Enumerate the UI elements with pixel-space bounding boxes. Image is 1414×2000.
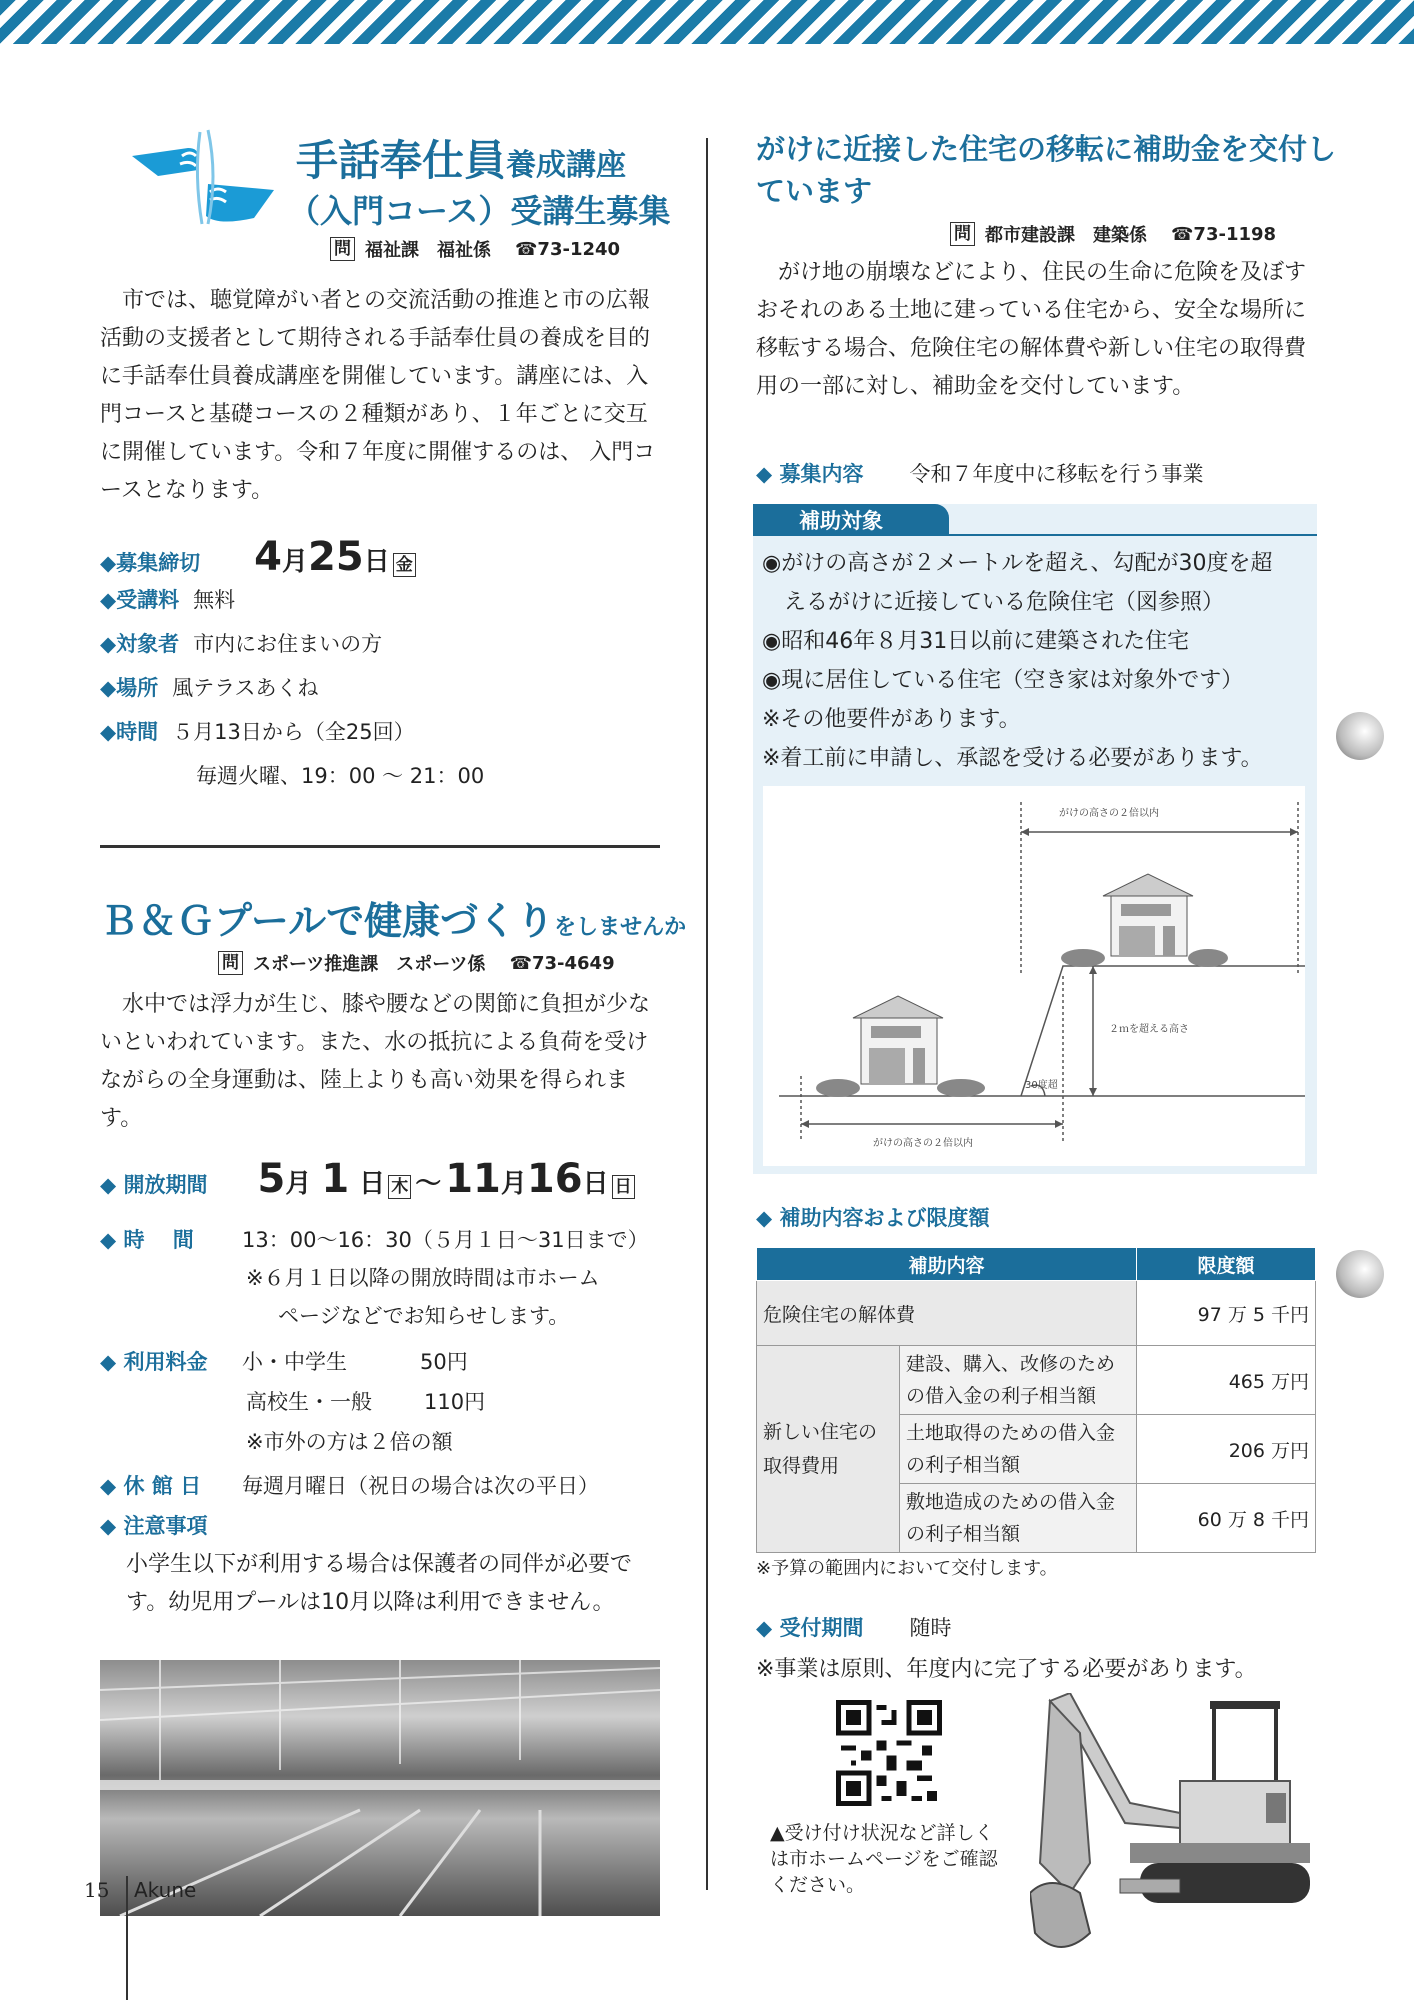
section-subtitle-course: （入門コース）受講生募集 [288,192,671,230]
inquiry-badge: 問 [950,222,975,246]
period-start-weekday: 木 [388,1175,411,1199]
pool-time-value: 13：00～16：30（５月１日～31日まで） [242,1228,649,1252]
section-title-sign-language: 手話奉仕員養成講座 [296,136,627,185]
pool-time-note-1-text: ※６月１日以降の開放時間は市ホーム [246,1266,600,1290]
diagram-height-label: ２ｍを超える高さ [1109,1024,1189,1035]
diagram-bottom-label: がけの高さの２倍以内 [873,1138,973,1149]
limits-heading [756,1202,1003,1232]
deadline-weekday: 金 [393,553,416,577]
time-label: ◆時間 [100,720,159,744]
table-header-row [757,1248,1316,1281]
subsidy-target-tab: 補助対象 [753,504,949,536]
section-divider [100,845,660,848]
recruit-value: 令和７年度中に移転を行う事業 [909,462,1204,486]
fee-adult-label: 高校生・一般 [246,1390,372,1414]
subsidy-target-rule [753,534,1317,536]
pool-fee-row-2 [246,1386,485,1416]
row-group-label: 新しい住宅の取得費用 [757,1346,900,1553]
period-start-month: 5 [257,1156,286,1202]
inquiry-badge: 問 [330,237,355,261]
pool-fee-row-1 [100,1346,468,1376]
deadline-month: 4 [254,534,282,580]
cliff-diagram [763,786,1305,1166]
target-item: ※その他要件があります。 [762,707,1021,732]
pool-time-note-2-text: ページなどでお知らせします。 [278,1304,570,1328]
inquiry-phone: ☎73-4649 [509,952,615,974]
open-period-label: ◆ 開放期間 [100,1173,208,1197]
col-content-header: 補助内容 [757,1248,1137,1281]
caution-label: ◆ 注意事項 [100,1514,208,1538]
section-title-relocation: がけに近接した住宅の移転に補助金を交付しています [756,132,1337,208]
col-limit-header: 限度額 [1137,1248,1316,1281]
place-label: ◆場所 [100,676,159,700]
row-demolition-amount: 97 万 5 千円 [1137,1281,1316,1346]
fee-adult-amount: 110円 [424,1390,486,1414]
period-end-month: 11 [445,1156,501,1202]
period-separator: ～ [415,1169,442,1199]
target-item: ◉現に居住している住宅（空き家は対象外です） [762,668,1244,693]
row-demolition-label: 危険住宅の解体費 [757,1281,1137,1346]
fee-child-label: 小・中学生 [242,1350,347,1374]
inquiry-construction [950,221,1276,247]
house-lower-icon [816,996,985,1097]
open-period-row: ◆ 開放期間 5 月 1 日 木 ～ 11 月 16 日 日 [100,1156,635,1202]
accept-value: 随時 [909,1616,952,1640]
row-land-amount: 206 万円 [1137,1415,1316,1484]
recruit-label: ◆ 募集内容 [756,462,864,486]
place-value: 風テラスあくね [172,676,319,700]
excavator-image [1030,1693,1320,1961]
target-item: ◉昭和46年８月31日以前に建築された住宅 [762,629,1190,654]
deadline-label: ◆募集締切 [100,551,201,575]
fee-value: 無料 [193,588,236,612]
cliff-diagram-svg [763,786,1305,1166]
inquiry-phone: ☎73-1240 [515,238,621,260]
period-start-day: 1 [321,1156,350,1202]
subsidy-limits-table [756,1247,1316,1553]
page-number: 15 [84,1878,110,1902]
inquiry-dept: 福祉課 福祉係 [365,240,491,261]
caution-row [100,1510,221,1540]
binder-hole-1 [1336,712,1384,760]
target-item: ◉がけの高さが２メートルを超え、勾配が30度を超 [762,551,1273,576]
row-site-amount: 60 万 8 千円 [1137,1484,1316,1553]
pool-body: 水中では浮力が生じ、膝や腰などの関節に負担が少ないといわれています。また、水の抵抗による負荷を受けながらの全身運動は、陸上よりも高い効果を得られます。 [100,992,651,1131]
row-build-label: 建設、購入、改修のための借入金の利子相当額 [900,1346,1137,1415]
deadline-day: 25 [308,534,364,580]
column-divider [706,138,708,1890]
target-label: ◆対象者 [100,632,180,656]
time-value-2: 毎週火曜、19：00 ～ 21：00 [196,764,485,788]
time-row [100,716,415,746]
inquiry-dept: 都市建設課 建築係 [985,225,1147,246]
footer-rule [126,1876,128,2000]
target-value: 市内にお住まいの方 [193,632,383,656]
relocation-body: がけ地の崩壊などにより、住民の生命に危険を及ぼすおそれのある土地に建っている住宅から、安全な場所に移転する場合、危険住宅の解体費や新しい住宅の取得費用の一部に対し、補助金を交付しています。 [756,260,1307,399]
table-row [757,1281,1316,1346]
binder-hole-2 [1336,1250,1384,1298]
closed-row [100,1470,599,1500]
target-row [100,628,382,658]
diagram-top-label: がけの高さの２倍以内 [1059,808,1159,819]
time-value: ５月13日から（全25回） [172,720,415,744]
deadline-row: ◆募集締切 4 月 25 日 金 [100,534,416,580]
closed-label: ◆ 休 館 日 [100,1474,202,1498]
closed-value: 毎週月曜日（祝日の場合は次の平日） [242,1474,599,1498]
limits-title: ◆ 補助内容および限度額 [756,1206,990,1230]
pool-fee-note-text: ※市外の方は２倍の額 [246,1430,453,1454]
qr-caption: ▲受け付け状況など詳しくは市ホームページをご確認ください。 [770,1822,998,1896]
subsidy-target-list [762,544,1273,778]
recruit-row [756,458,1203,488]
accept-note: ※事業は原則、年度内に完了する必要があります。 [756,1657,1257,1682]
fee-child-amount: 50円 [420,1350,468,1374]
row-build-amount: 465 万円 [1137,1346,1316,1415]
inquiry-phone: ☎73-1198 [1171,223,1277,245]
table-row [757,1346,1316,1415]
section-title-pool: Ｂ＆Ｇプールで健康づくりをしませんか [100,899,687,943]
qr-code[interactable] [836,1700,942,1806]
house-upper-icon [1061,874,1228,967]
sign-language-hands-icon [128,126,278,228]
accept-label: ◆ 受付期間 [756,1616,864,1640]
sign-language-body: 市では、聴覚障がい者との交流活動の推進と市の広報活動の支援者として期待される手話奉仕員の養成を目的に手話奉仕員養成講座を開催しています。講座には、入門コースと基礎コースの２種類があり、１年ごとに交互に開催しています。令和７年度に開催するのは、 入門コースとなります。 [100,288,656,503]
limits-note: ※予算の範囲内において交付します。 [756,1558,1058,1579]
pool-fee-label: ◆ 利用料金 [100,1350,208,1374]
period-end-weekday: 日 [612,1175,635,1199]
inquiry-welfare [330,236,620,262]
row-land-label: 土地取得のための借入金の利子相当額 [900,1415,1137,1484]
fee-row [100,584,235,614]
inquiry-dept: スポーツ推進課 スポーツ係 [253,954,486,975]
target-item: えるがけに近接している危険住宅（図参照） [762,590,1225,615]
pool-time-note-1 [246,1262,600,1292]
inquiry-sports [218,950,615,976]
caution-body: 小学生以下が利用する場合は保護者の同伴が必要です。幼児用プールは10月以降は利用できません。 [126,1552,633,1615]
time-row-2 [196,760,484,790]
accept-row [756,1612,951,1642]
inquiry-badge: 問 [218,951,243,975]
footer-city-name: Akune [134,1878,197,1902]
pool-fee-note [246,1426,453,1456]
period-end-day: 16 [526,1156,583,1202]
fee-label: ◆受講料 [100,588,180,612]
pool-time-label: ◆ 時 間 [100,1228,194,1252]
top-stripe-band [0,0,1414,44]
target-item: ※着工前に申請し、承認を受ける必要があります。 [762,746,1263,771]
pool-time-row [100,1224,649,1254]
pool-time-note-2 [278,1300,569,1330]
diagram-angle-label: 30度超 [1025,1080,1058,1091]
place-row [100,672,319,702]
row-site-label: 敷地造成のための借入金の利子相当額 [900,1484,1137,1553]
